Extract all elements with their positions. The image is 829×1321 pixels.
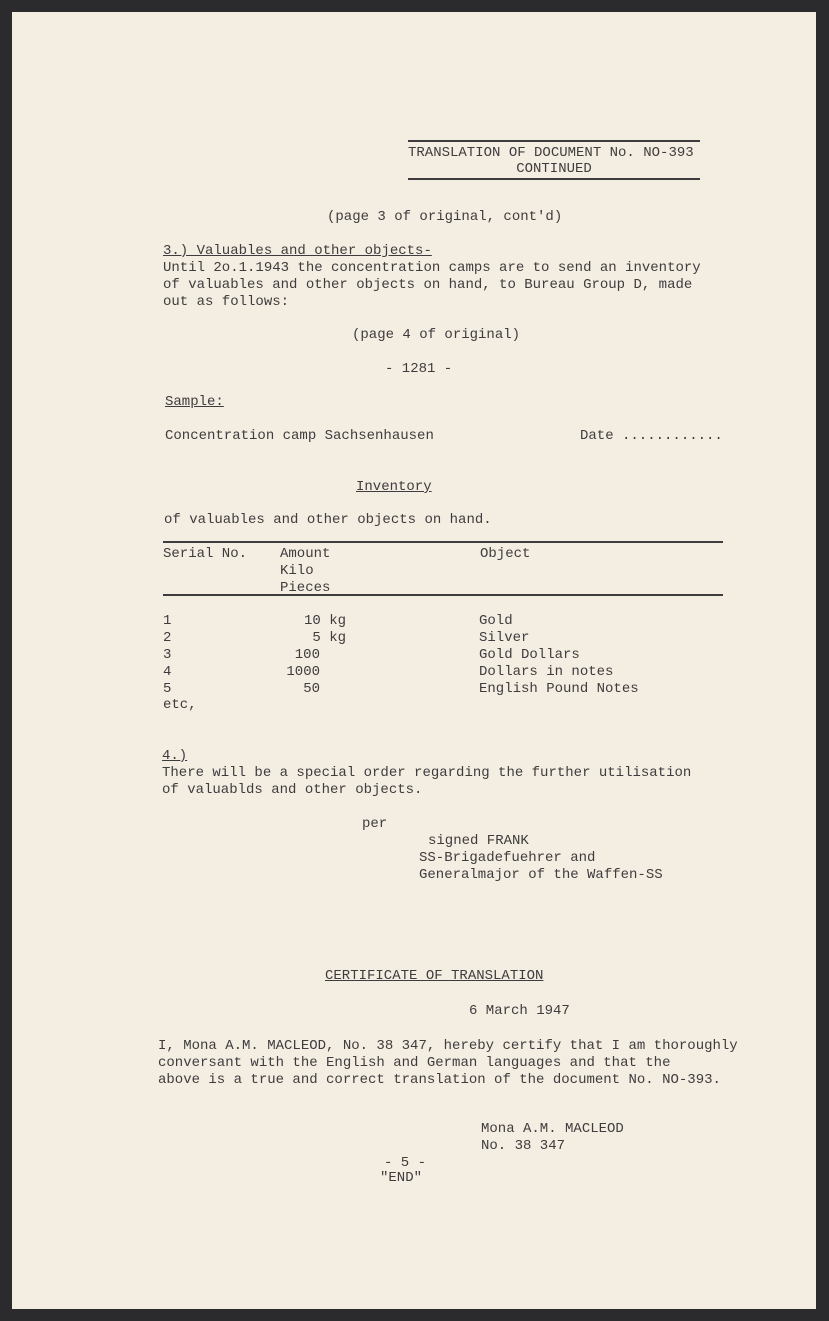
signature-line: Generalmajor of the Waffen-SS — [419, 867, 663, 883]
cell-object: English Pound Notes — [479, 681, 639, 697]
inventory-subtitle: of valuables and other objects on hand. — [164, 512, 492, 528]
signature-per: per — [362, 816, 388, 832]
section-4-line: There will be a special order regarding the further utilisation — [162, 765, 692, 781]
page-note: (page 3 of original, cont'd) — [327, 209, 563, 225]
page-number: - 5 - — [384, 1155, 427, 1171]
cell-amount: 10 kg — [303, 613, 346, 629]
cell-object: Gold Dollars — [479, 647, 580, 663]
cell-amount: 100 — [294, 647, 320, 663]
signer-name: Mona A.M. MACLEOD — [481, 1121, 624, 1137]
original-page-number: - 1281 - — [385, 361, 453, 377]
cell-amount: 5 kg — [312, 630, 346, 646]
header-object: Object — [480, 546, 531, 562]
inventory-title: Inventory — [356, 479, 432, 495]
cell-amount: 50 — [303, 681, 320, 697]
certificate-title: CERTIFICATE OF TRANSLATION — [325, 968, 544, 984]
certificate-line: above is a true and correct translation of the document No. NO-393. — [158, 1072, 721, 1088]
header-amount-pieces: Pieces — [280, 580, 331, 596]
signature-line: SS-Brigadefuehrer and — [419, 850, 596, 866]
end-marker: "END" — [380, 1170, 423, 1186]
certificate-line: conversant with the English and German languages and that the — [158, 1055, 671, 1071]
document-title: TRANSLATION OF DOCUMENT No. NO-393 — [408, 145, 694, 161]
table-rule — [163, 541, 723, 543]
header-amount: Amount — [280, 546, 331, 562]
cell-serial: 3 — [163, 647, 172, 663]
sample-label: Sample: — [165, 394, 224, 410]
header-serial: Serial No. — [163, 546, 248, 562]
signature-line: signed FRANK — [428, 833, 529, 849]
cell-amount: 1000 — [286, 664, 320, 680]
section-3-heading: 3.) Valuables and other objects- — [163, 243, 432, 259]
cell-object: Silver — [479, 630, 530, 646]
cell-serial: 4 — [163, 664, 172, 680]
header-amount-kilo: Kilo — [280, 563, 314, 579]
section-4-heading: 4.) — [162, 748, 188, 764]
table-rule — [163, 594, 723, 596]
certificate-date: 6 March 1947 — [469, 1003, 570, 1019]
divider — [408, 178, 700, 180]
date-field: Date ............ — [580, 428, 723, 444]
cell-serial: 1 — [163, 613, 172, 629]
section-3-line: of valuables and other objects on hand, to Bureau Group D, made — [163, 277, 693, 293]
table-etc: etc, — [163, 697, 197, 713]
page-note: (page 4 of original) — [352, 327, 521, 343]
section-3-line: Until 2o.1.1943 the concentration camps are to send an inventory — [163, 260, 701, 276]
section-4-line: of valuablds and other objects. — [162, 782, 423, 798]
cell-object: Dollars in notes — [479, 664, 614, 680]
certificate-line: I, Mona A.M. MACLEOD, No. 38 347, hereby certify that I am thoroughly — [158, 1038, 738, 1054]
signer-number: No. 38 347 — [481, 1138, 566, 1154]
document-subtitle: CONTINUED — [516, 161, 592, 177]
cell-serial: 5 — [163, 681, 172, 697]
section-3-line: out as follows: — [163, 294, 290, 310]
cell-serial: 2 — [163, 630, 172, 646]
divider — [408, 140, 700, 142]
camp-name: Concentration camp Sachsenhausen — [165, 428, 434, 444]
document-page — [12, 12, 816, 1309]
cell-object: Gold — [479, 613, 513, 629]
